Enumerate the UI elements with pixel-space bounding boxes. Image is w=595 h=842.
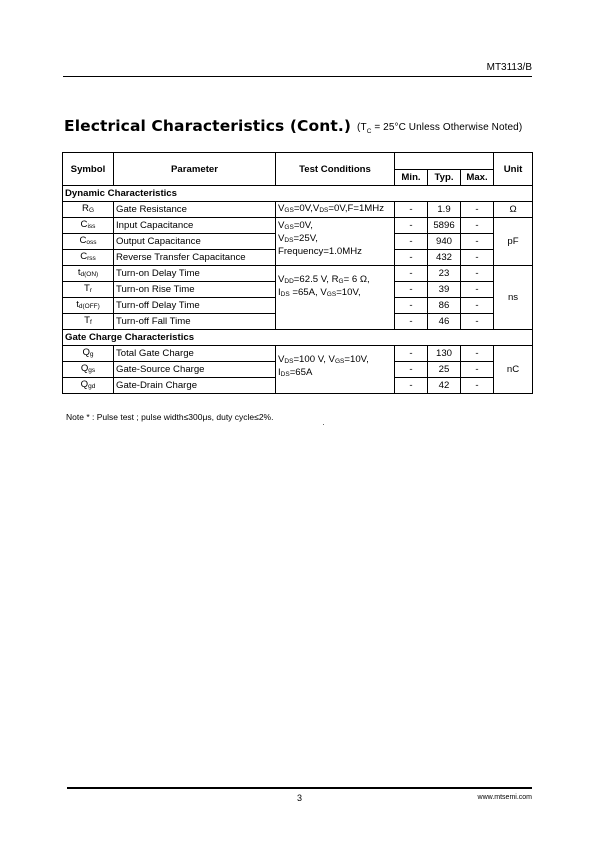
cond-text: V xyxy=(278,354,285,365)
symbol: Q xyxy=(80,363,89,374)
parameter-cell: Turn-on Rise Time xyxy=(114,282,276,298)
table-row xyxy=(63,202,533,218)
max-cell: - xyxy=(461,314,494,330)
max-cell: - xyxy=(461,234,494,250)
unit-cell: ns xyxy=(494,266,533,330)
cond-text: =62.5 V, R xyxy=(293,274,339,285)
min-cell: - xyxy=(395,298,428,314)
cond-sub: GS xyxy=(334,358,345,365)
footnote: Note * : Pulse test ; pulse width≤300μs, duty cycle≤2%. xyxy=(66,412,274,422)
symbol: t xyxy=(76,299,79,310)
cond-line xyxy=(278,220,392,233)
symbol: T xyxy=(83,283,90,294)
typ-cell: 130 xyxy=(428,346,461,362)
table-row xyxy=(63,218,533,234)
footer-rule xyxy=(67,787,532,789)
cond-suffix: = 25°C Unless Otherwise Noted) xyxy=(371,122,523,133)
max-cell: - xyxy=(461,362,494,378)
symbol-cell xyxy=(63,346,114,362)
symbol-sub: iss xyxy=(87,223,96,230)
min-cell: - xyxy=(395,234,428,250)
header-test-conditions: Test Conditions xyxy=(276,153,395,186)
cond-text: V xyxy=(278,233,285,244)
symbol-sub: f xyxy=(90,319,92,326)
max-cell: - xyxy=(461,202,494,218)
min-cell: - xyxy=(395,218,428,234)
section-dynamic: Dynamic Characteristics xyxy=(63,186,533,202)
symbol-cell xyxy=(63,250,114,266)
max-cell: - xyxy=(461,346,494,362)
symbol-sub: d(OFF) xyxy=(78,303,100,310)
typ-cell: 5896 xyxy=(428,218,461,234)
typ-cell: 42 xyxy=(428,378,461,394)
header-parameter: Parameter xyxy=(114,153,276,186)
parameter-cell: Total Gate Charge xyxy=(114,346,276,362)
typ-cell: 1.9 xyxy=(428,202,461,218)
cond-sub: DS xyxy=(280,291,290,298)
page-title xyxy=(64,117,522,136)
typ-cell: 46 xyxy=(428,314,461,330)
max-cell: - xyxy=(461,250,494,266)
min-cell: - xyxy=(395,346,428,362)
min-cell: - xyxy=(395,362,428,378)
symbol: t xyxy=(77,267,81,278)
symbol-cell xyxy=(63,266,114,282)
cond-line: Frequency=1.0MHz xyxy=(278,246,362,257)
symbol-sub: r xyxy=(89,287,93,294)
cond-line xyxy=(278,233,392,246)
symbol-cell xyxy=(63,202,114,218)
max-cell: - xyxy=(461,298,494,314)
typ-cell: 23 xyxy=(428,266,461,282)
max-cell: - xyxy=(461,282,494,298)
parameter-cell: Turn-on Delay Time xyxy=(114,266,276,282)
header-min: Min. xyxy=(395,169,428,186)
cond-text: V xyxy=(278,274,285,285)
symbol-cell xyxy=(63,218,114,234)
cond-line xyxy=(278,287,392,300)
cond-sub: G xyxy=(338,278,344,285)
table-row xyxy=(63,346,533,362)
cond-text: =10V, xyxy=(336,287,361,298)
symbol: T xyxy=(84,315,91,326)
typ-cell: 39 xyxy=(428,282,461,298)
parameter-cell: Gate-Source Charge xyxy=(114,362,276,378)
unit-cell: nC xyxy=(494,346,533,394)
cond-sub: DD xyxy=(284,278,294,285)
cond-text: =0V,V xyxy=(293,203,320,214)
header-typ: Typ. xyxy=(428,169,461,186)
cond-text: = 6 Ω, xyxy=(343,274,370,285)
title-conditions xyxy=(357,122,522,133)
section-row xyxy=(63,186,533,202)
typ-cell: 86 xyxy=(428,298,461,314)
cond-line xyxy=(278,274,392,287)
parameter-cell: Gate-Drain Charge xyxy=(114,378,276,394)
cond-text: =25V, xyxy=(293,233,318,244)
symbol-sub: d(ON) xyxy=(80,271,99,278)
cond-text: =0V, xyxy=(293,220,313,231)
cond-text: =65A xyxy=(289,367,313,378)
test-condition-cell xyxy=(276,266,395,330)
cond-sub: DS xyxy=(284,237,294,244)
parameter-cell: Output Capacitance xyxy=(114,234,276,250)
cond-sub: DS xyxy=(319,207,329,214)
symbol-cell xyxy=(63,362,114,378)
table-header-row xyxy=(63,153,533,170)
symbol-sub: G xyxy=(88,207,94,214)
min-cell: - xyxy=(395,314,428,330)
symbol-cell xyxy=(63,378,114,394)
symbol: Q xyxy=(82,347,90,358)
symbol: R xyxy=(82,203,89,214)
symbol-sub: g xyxy=(89,351,94,358)
max-cell: - xyxy=(461,218,494,234)
max-cell: - xyxy=(461,378,494,394)
symbol-sub: gd xyxy=(88,383,96,390)
cond-text: =0V,F=1MHz xyxy=(328,203,385,214)
symbol-sub: rss xyxy=(87,255,96,262)
cond-line xyxy=(278,354,392,367)
section-gate-charge: Gate Charge Characteristics xyxy=(63,330,533,346)
symbol-cell xyxy=(63,282,114,298)
part-number: MT3113/B xyxy=(486,62,532,73)
parameter-cell: Input Capacitance xyxy=(114,218,276,234)
unit-cell: pF xyxy=(494,218,533,266)
parameter-cell: Reverse Transfer Capacitance xyxy=(114,250,276,266)
cond-text: V xyxy=(278,203,285,214)
cond-sub: GS xyxy=(326,291,337,298)
cond-line xyxy=(278,367,392,380)
cond-prefix: (T xyxy=(357,122,367,133)
min-cell: - xyxy=(395,250,428,266)
parameter-cell: Turn-off Fall Time xyxy=(114,314,276,330)
header-unit: Unit xyxy=(494,153,533,186)
characteristics-table xyxy=(62,152,533,394)
symbol-sub: gs xyxy=(88,367,96,374)
cond-sub: C xyxy=(366,128,372,135)
typ-cell: 432 xyxy=(428,250,461,266)
section-row xyxy=(63,330,533,346)
cond-sub: GS xyxy=(284,224,294,231)
cond-text: =100 V, V xyxy=(293,354,335,365)
parameter-cell: Turn-off Delay Time xyxy=(114,298,276,314)
test-condition-cell xyxy=(276,218,395,266)
typ-cell: 25 xyxy=(428,362,461,378)
symbol: Q xyxy=(80,379,89,390)
typ-cell: 940 xyxy=(428,234,461,250)
cond-text: V xyxy=(278,220,285,231)
table-row xyxy=(63,266,533,282)
symbol-sub: oss xyxy=(86,239,97,246)
cond-text: I xyxy=(278,287,281,298)
min-cell: - xyxy=(395,378,428,394)
cond-text: I xyxy=(278,367,281,378)
symbol-cell xyxy=(63,314,114,330)
test-condition-cell xyxy=(276,202,395,218)
stray-dot xyxy=(323,424,324,425)
test-condition-cell xyxy=(276,346,395,394)
symbol: C xyxy=(80,219,88,230)
cond-text: =10V, xyxy=(344,354,369,365)
parameter-cell: Gate Resistance xyxy=(114,202,276,218)
cond-sub: GS xyxy=(284,207,294,214)
header-rule xyxy=(63,76,532,77)
header-values-group xyxy=(395,153,494,170)
header-symbol: Symbol xyxy=(63,153,114,186)
max-cell: - xyxy=(461,266,494,282)
min-cell: - xyxy=(395,282,428,298)
website-link[interactable]: www.mtsemi.com xyxy=(477,794,532,801)
symbol: C xyxy=(79,235,87,246)
symbol-cell xyxy=(63,298,114,314)
title-main: Electrical Characteristics (Cont.) xyxy=(64,117,352,135)
header-max: Max. xyxy=(461,169,494,186)
cond-text: =65A, V xyxy=(289,287,327,298)
min-cell: - xyxy=(395,202,428,218)
min-cell: - xyxy=(395,266,428,282)
page-number: 3 xyxy=(297,793,303,803)
cond-sub: DS xyxy=(284,358,294,365)
symbol: C xyxy=(80,251,88,262)
unit-cell: Ω xyxy=(494,202,533,218)
cond-sub: DS xyxy=(280,371,290,378)
symbol-cell xyxy=(63,234,114,250)
